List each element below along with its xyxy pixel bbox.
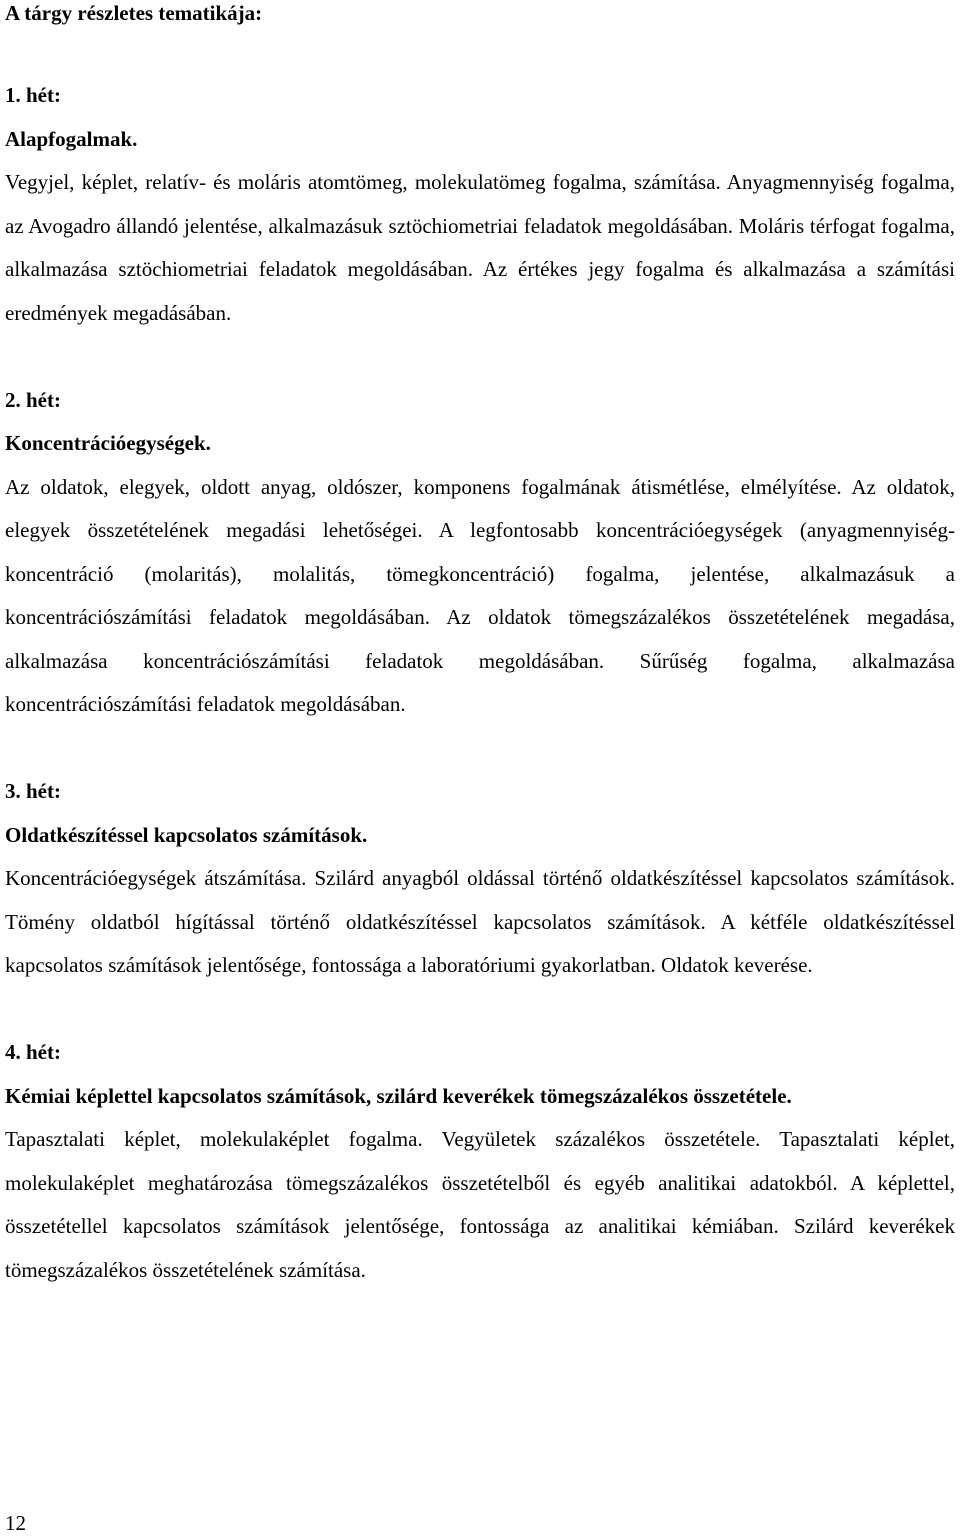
spacer xyxy=(5,26,955,74)
spacer xyxy=(5,335,955,379)
week-1-title: Alapfogalmak. xyxy=(5,126,138,151)
week-2-body: Az oldatok, elegyek, oldott anyag, oldószer, komponens fogalmának átismétlése, elmélyítése. Az oldatok, elegyek összetételének megadási lehetőségei. A legfontosabb koncentrációegységek (anyagmennyiség-koncentráció (molaritás), molalitás, tömegkoncentráció) fogalma, jelentése, alkalmazásuk a koncentrációszámítási feladatok megoldásában. Az oldatok tömegszázalékos összetételének megadása, alkalmazása koncentrációszámítási feladatok megoldásában. Sűrűség fogalma, alkalmazása koncentrációszámítási feladatok megoldásában. xyxy=(5,474,955,716)
week-4-label: 4. hét: xyxy=(5,1040,61,1064)
week-3-body: Koncentrációegységek átszámítása. Szilárd anyagból oldással történő oldatkészítéssel kapcsolatos számítások. Tömény oldatból hígítással történő oldatkészítéssel kapcsolatos számítások. A kétféle oldatkészítéssel kapcsolatos számítások jelentősége, fontossága a laboratóriumi gyakorlatban. Oldatok keverése. xyxy=(5,866,955,977)
week-4-body: Tapasztalati képlet, molekulaképlet fogalma. Vegyületek százalékos összetétele. Tapasztalati képlet, molekulaképlet meghatározása tömegszázalékos összetételből és egyéb analitikai adatokból. A képlettel, összetétellel kapcsolatos számítások jelentősége, fontossága az analitikai kémiában. Szilárd keverékek tömegszázalékos összetételének számítása. xyxy=(5,1127,955,1282)
week-4-title: Kémiai képlettel kapcsolatos számítások, szilárd keverékek tömegszázalékos összetétele. xyxy=(5,1083,792,1108)
week-1-body: Vegyjel, képlet, relatív- és moláris atomtömeg, molekulatömeg fogalma, számítása. Anyagmennyiség fogalma, az Avogadro állandó jelentése, alkalmazásuk sztöchiometriai feladatok megoldásában. Moláris térfogat fogalma, alkalmazása sztöchiometriai feladatok megoldásában. Az értékes jegy fogalma és alkalmazása a számítási eredmények megadásában. xyxy=(5,170,955,325)
spacer xyxy=(5,727,955,771)
document-page xyxy=(5,0,955,1292)
week-2-label: 2. hét: xyxy=(5,387,61,412)
week-3-label: 3. hét: xyxy=(5,779,61,803)
spacer xyxy=(5,988,955,1032)
week-2-section xyxy=(5,379,955,727)
page-number: 12 xyxy=(5,1511,26,1535)
document-heading: A tárgy részletes tematikája: xyxy=(5,1,263,25)
week-4-section xyxy=(5,1031,955,1292)
week-2-title: Koncentrációegységek. xyxy=(5,431,211,455)
week-1-section xyxy=(5,74,955,335)
week-3-title: Oldatkészítéssel kapcsolatos számítások. xyxy=(5,822,368,847)
week-3-section xyxy=(5,770,955,988)
week-1-label: 1. hét: xyxy=(5,83,61,107)
